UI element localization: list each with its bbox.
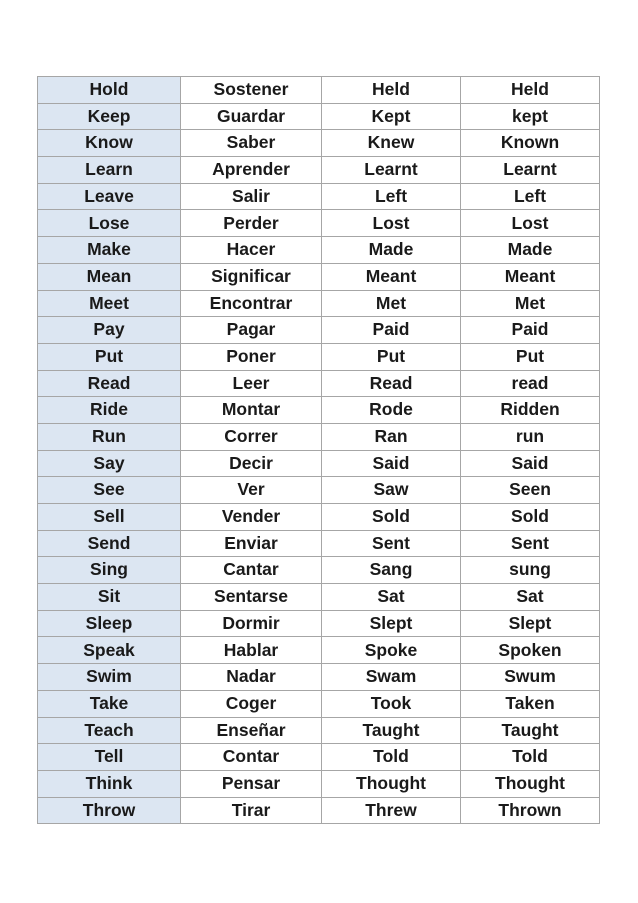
spanish-translation-cell: Salir [181,183,322,210]
infinitive-cell: Make [38,237,181,264]
past-participle-cell: Made [461,237,600,264]
table-row [38,103,600,130]
past-simple-cell: Made [322,237,461,264]
past-simple-cell: Thought [322,770,461,797]
past-participle-cell: Seen [461,477,600,504]
table-row [38,664,600,691]
past-participle-cell: sung [461,557,600,584]
past-simple-cell: Lost [322,210,461,237]
table-row [38,610,600,637]
infinitive-cell: Pay [38,317,181,344]
past-participle-cell: Learnt [461,157,600,184]
past-participle-cell: read [461,370,600,397]
past-simple-cell: Told [322,744,461,771]
spanish-translation-cell: Tirar [181,797,322,824]
table-row [38,717,600,744]
past-participle-cell: Thrown [461,797,600,824]
infinitive-cell: Speak [38,637,181,664]
past-participle-cell: Thought [461,770,600,797]
spanish-translation-cell: Leer [181,370,322,397]
past-simple-cell: Sold [322,504,461,531]
past-simple-cell: Paid [322,317,461,344]
past-participle-cell: Said [461,450,600,477]
past-simple-cell: Held [322,77,461,104]
past-participle-cell: Taken [461,690,600,717]
table-row [38,130,600,157]
past-simple-cell: Took [322,690,461,717]
table-row [38,77,600,104]
infinitive-cell: Send [38,530,181,557]
infinitive-cell: Hold [38,77,181,104]
past-participle-cell: Held [461,77,600,104]
past-simple-cell: Read [322,370,461,397]
past-simple-cell: Slept [322,610,461,637]
table-row [38,370,600,397]
past-simple-cell: Knew [322,130,461,157]
spanish-translation-cell: Significar [181,263,322,290]
spanish-translation-cell: Montar [181,397,322,424]
table-row [38,210,600,237]
table-row [38,423,600,450]
infinitive-cell: See [38,477,181,504]
infinitive-cell: Sit [38,584,181,611]
past-simple-cell: Spoke [322,637,461,664]
spanish-translation-cell: Coger [181,690,322,717]
past-participle-cell: Meant [461,263,600,290]
table-row [38,183,600,210]
past-simple-cell: Left [322,183,461,210]
past-simple-cell: Threw [322,797,461,824]
spanish-translation-cell: Enviar [181,530,322,557]
infinitive-cell: Leave [38,183,181,210]
table-row [38,557,600,584]
past-participle-cell: Sold [461,504,600,531]
spanish-translation-cell: Perder [181,210,322,237]
past-simple-cell: Said [322,450,461,477]
past-simple-cell: Sang [322,557,461,584]
infinitive-cell: Teach [38,717,181,744]
infinitive-cell: Mean [38,263,181,290]
past-simple-cell: Put [322,343,461,370]
past-participle-cell: Met [461,290,600,317]
table-row [38,317,600,344]
infinitive-cell: Know [38,130,181,157]
infinitive-cell: Throw [38,797,181,824]
past-participle-cell: Spoken [461,637,600,664]
spanish-translation-cell: Pagar [181,317,322,344]
table-row [38,397,600,424]
table-row [38,157,600,184]
spanish-translation-cell: Aprender [181,157,322,184]
spanish-translation-cell: Guardar [181,103,322,130]
infinitive-cell: Sell [38,504,181,531]
past-participle-cell: Swum [461,664,600,691]
table-row [38,343,600,370]
spanish-translation-cell: Saber [181,130,322,157]
past-participle-cell: Known [461,130,600,157]
spanish-translation-cell: Ver [181,477,322,504]
past-simple-cell: Taught [322,717,461,744]
spanish-translation-cell: Cantar [181,557,322,584]
past-participle-cell: Told [461,744,600,771]
spanish-translation-cell: Decir [181,450,322,477]
past-simple-cell: Sent [322,530,461,557]
infinitive-cell: Put [38,343,181,370]
spanish-translation-cell: Correr [181,423,322,450]
past-participle-cell: Paid [461,317,600,344]
spanish-translation-cell: Hablar [181,637,322,664]
infinitive-cell: Think [38,770,181,797]
table-row [38,637,600,664]
past-simple-cell: Met [322,290,461,317]
infinitive-cell: Sleep [38,610,181,637]
infinitive-cell: Take [38,690,181,717]
spanish-translation-cell: Hacer [181,237,322,264]
infinitive-cell: Sing [38,557,181,584]
infinitive-cell: Ride [38,397,181,424]
past-participle-cell: Put [461,343,600,370]
table-row [38,477,600,504]
irregular-verbs-table [37,76,600,824]
table-row [38,797,600,824]
infinitive-cell: Read [38,370,181,397]
spanish-translation-cell: Poner [181,343,322,370]
spanish-translation-cell: Sostener [181,77,322,104]
table-body [38,77,600,824]
past-simple-cell: Sat [322,584,461,611]
table-row [38,504,600,531]
past-participle-cell: kept [461,103,600,130]
past-participle-cell: Left [461,183,600,210]
past-participle-cell: run [461,423,600,450]
spanish-translation-cell: Dormir [181,610,322,637]
spanish-translation-cell: Encontrar [181,290,322,317]
spanish-translation-cell: Nadar [181,664,322,691]
table-row [38,290,600,317]
table-row [38,530,600,557]
spanish-translation-cell: Pensar [181,770,322,797]
table-row [38,744,600,771]
infinitive-cell: Meet [38,290,181,317]
spanish-translation-cell: Enseñar [181,717,322,744]
past-simple-cell: Meant [322,263,461,290]
infinitive-cell: Swim [38,664,181,691]
spanish-translation-cell: Contar [181,744,322,771]
infinitive-cell: Run [38,423,181,450]
table-row [38,450,600,477]
infinitive-cell: Keep [38,103,181,130]
table-row [38,690,600,717]
infinitive-cell: Say [38,450,181,477]
spanish-translation-cell: Sentarse [181,584,322,611]
table-row [38,584,600,611]
past-simple-cell: Swam [322,664,461,691]
past-simple-cell: Learnt [322,157,461,184]
past-simple-cell: Saw [322,477,461,504]
past-participle-cell: Taught [461,717,600,744]
past-participle-cell: Sent [461,530,600,557]
past-participle-cell: Slept [461,610,600,637]
past-simple-cell: Kept [322,103,461,130]
infinitive-cell: Tell [38,744,181,771]
past-participle-cell: Sat [461,584,600,611]
past-participle-cell: Lost [461,210,600,237]
table-row [38,263,600,290]
past-simple-cell: Rode [322,397,461,424]
table-row [38,237,600,264]
infinitive-cell: Learn [38,157,181,184]
infinitive-cell: Lose [38,210,181,237]
past-participle-cell: Ridden [461,397,600,424]
past-simple-cell: Ran [322,423,461,450]
spanish-translation-cell: Vender [181,504,322,531]
table-row [38,770,600,797]
